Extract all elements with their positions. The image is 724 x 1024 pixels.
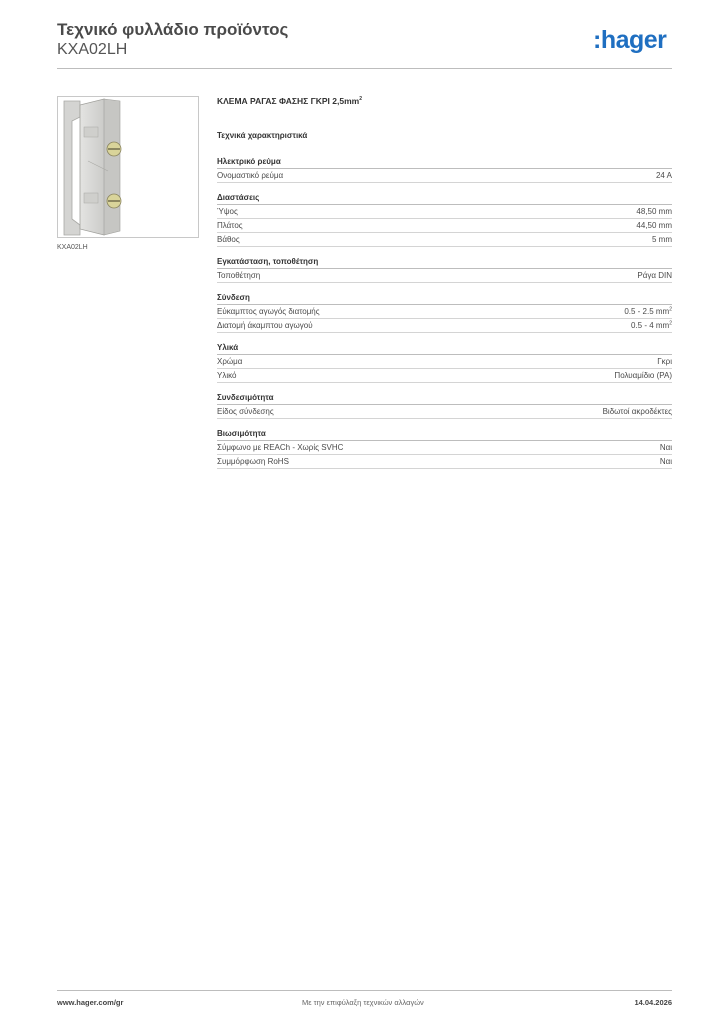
spec-value: 24 A (655, 171, 672, 180)
spec-row (217, 219, 672, 233)
logo-text: hager (600, 26, 667, 54)
footer-website-link[interactable]: www.hager.com/gr (57, 998, 124, 1007)
spec-value: 0.5 - 4 $mm^2$ (630, 320, 672, 330)
spec-sections (217, 157, 672, 469)
spec-value: 0.5 - 2.5 $mm^2$ (624, 306, 672, 316)
terminal-block-image (58, 97, 198, 237)
section-heading: Ηλεκτρικό ρεύμα (217, 157, 672, 169)
spec-label: Χρώμα (217, 357, 243, 366)
footer-date: 14.04.2026 (634, 998, 672, 1007)
spec-value: 48,50 mm (636, 207, 672, 216)
spec-value: Γκρι (657, 357, 672, 366)
spec-label: Τοποθέτηση (217, 271, 261, 280)
spec-label: Ύψος (217, 207, 238, 216)
section-heading: Συνδεσιμότητα (217, 393, 672, 405)
spec-label: Πλάτος (217, 221, 243, 230)
spec-value: 44,50 mm (636, 221, 672, 230)
product-title: ΚΛΕΜΑ ΡΑΓΑΣ ΦΑΣΗΣ ΓΚΡΙ $2,5mm^2$ (217, 96, 362, 106)
spec-value: Βιδωτοί ακροδέκτες (602, 407, 672, 416)
spec-row (217, 205, 672, 219)
spec-value: Ναι (659, 457, 672, 466)
spec-content (217, 96, 672, 469)
spec-label: Είδος σύνδεσης (217, 407, 274, 416)
product-image (57, 96, 199, 238)
spec-value: 5 mm (652, 235, 672, 244)
spec-row (217, 305, 672, 319)
spec-value: Πολυαμίδιο (PA) (614, 371, 672, 380)
spec-row (217, 169, 672, 183)
spec-row (217, 455, 672, 469)
header-divider (57, 68, 672, 69)
footer-divider (57, 990, 672, 991)
spec-row (217, 405, 672, 419)
specs-heading: Τεχνικά χαρακτηριστικά (217, 131, 308, 140)
spec-label: Ονομαστικό ρεύμα (217, 171, 284, 180)
product-code: KXA02LH (57, 41, 128, 58)
section-heading: Διαστάσεις (217, 193, 672, 205)
spec-value: Ναι (659, 443, 672, 452)
section-heading: Υλικά (217, 343, 672, 355)
spec-label: Σύμφωνο με REACh - Χωρίς SVHC (217, 443, 344, 452)
spec-label: Υλικό (217, 371, 237, 380)
spec-row (217, 441, 672, 455)
section-heading: Βιωσιμότητα (217, 429, 672, 441)
spec-row (217, 233, 672, 247)
image-caption: KXA02LH (57, 244, 88, 251)
hager-logo[interactable] (593, 26, 666, 55)
document-title: Τεχνικό φυλλάδιο προϊόντος (57, 20, 289, 39)
spec-row (217, 355, 672, 369)
spec-row (217, 269, 672, 283)
spec-label: Συμμόρφωση RoHS (217, 457, 289, 466)
spec-row (217, 369, 672, 383)
spec-label: Διατομή άκαμπτου αγωγού (217, 321, 313, 330)
spec-label: Εύκαμπτος αγωγός διατομής (217, 307, 320, 316)
footer-note: Με την επιφύλαξη τεχνικών αλλαγών (302, 998, 424, 1007)
logo-mark-icon: : (593, 26, 601, 54)
section-heading: Σύνδεση (217, 293, 672, 305)
spec-label: Βάθος (217, 235, 240, 244)
spec-value: Ράγα DIN (637, 271, 672, 280)
section-heading: Εγκατάσταση, τοποθέτηση (217, 257, 672, 269)
spec-row (217, 319, 672, 333)
